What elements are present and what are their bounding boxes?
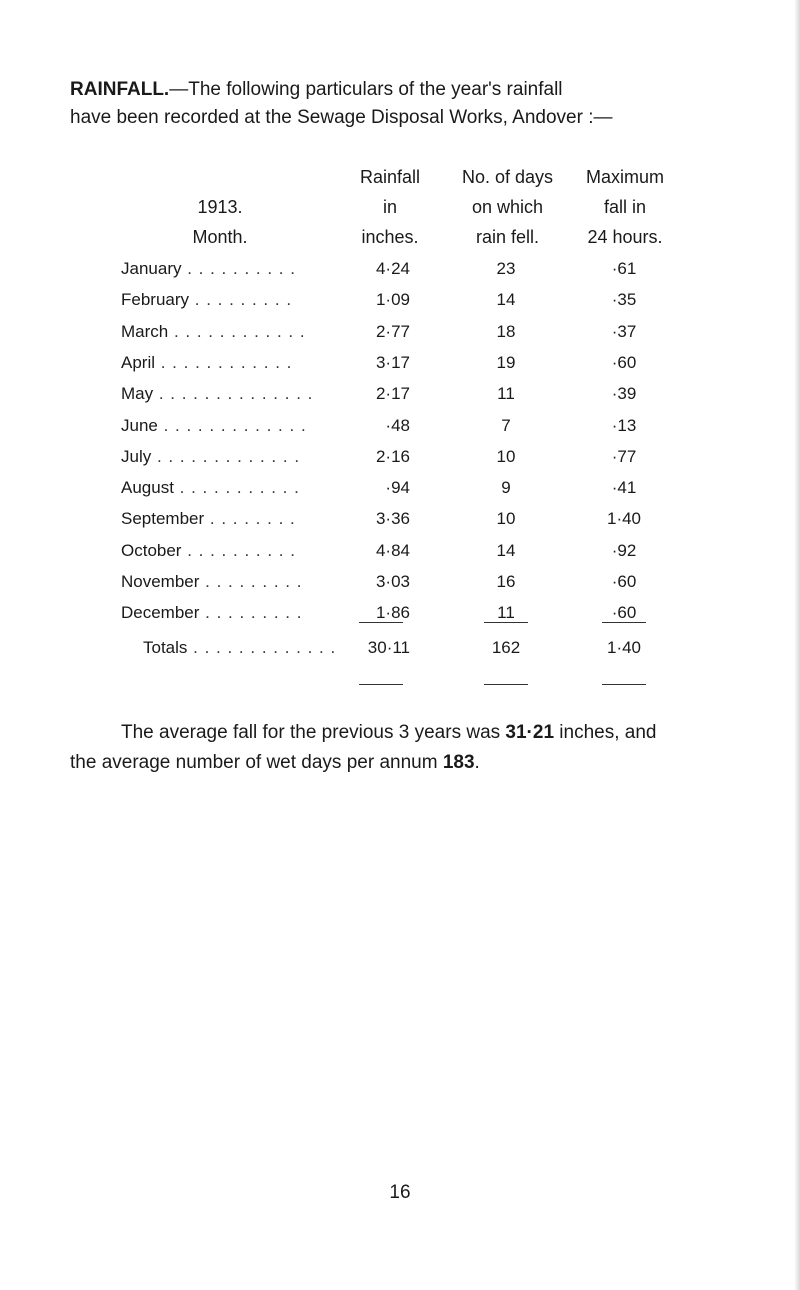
header-days [445,162,570,252]
month-label: October [121,540,182,560]
rule-above-rainfall-total [359,622,403,623]
totals-days: 162 [491,638,521,657]
leader-dots: . . . . . . . . . [199,572,303,591]
header-rainfall-1: Rainfall [359,167,421,187]
rule-above-days-total [484,622,528,623]
average-wet-days-value: 183 [442,752,475,773]
rule-below-max-total [602,684,646,685]
table-row [0,567,800,597]
rainfall-cell: 4·84 [375,540,410,560]
header-max-2: fall in [603,197,647,217]
header-month-label: Month. [192,227,248,247]
leader-dots: . . . . . . . . . [189,290,293,310]
rainfall-cell: 4·24 [375,259,410,278]
header-rainfall [330,162,450,252]
rainfall-cell: 1·09 [375,290,410,310]
rainfall-cell: 1·86 [375,603,410,623]
totals-label: Totals [143,638,188,657]
table-row [0,536,800,566]
max-fall-cell: ·41 [611,478,637,498]
totals-max: 1·40 [606,638,642,657]
summary-text-3: the average number of wet days per annum [70,752,443,773]
month-label: April [121,352,156,372]
table-row [0,254,800,284]
table-row [0,285,800,315]
intro-line-2: have been recorded at the Sewage Disposal Works, Andover :— [70,107,613,128]
rain-days-cell: 11 [497,384,515,404]
table-row [0,411,800,441]
leader-dots: . . . . . . . . . . [181,540,296,560]
table-row [0,473,800,503]
page-number: 16 [389,1182,411,1203]
leader-dots: . . . . . . . . . . . . . [157,415,307,435]
summary-text-1: The average fall for the previous 3 years was [121,722,506,743]
header-month [160,192,280,252]
rain-days-cell: 7 [501,415,511,435]
table-row [0,379,800,409]
header-rainfall-3: inches. [361,227,419,247]
header-month-year: 1913. [197,197,243,217]
max-fall-cell: ·61 [611,259,637,278]
summary-paragraph [70,718,730,778]
rain-days-cell: 14 [496,540,516,560]
rain-days-cell: 10 [496,509,516,529]
table-row [0,598,800,628]
rule-above-max-total [602,622,646,623]
average-fall-value: 31·21 [505,722,555,743]
month-label: November [121,572,200,591]
month-label: May [121,384,154,404]
rainfall-cell: 2·16 [375,446,410,466]
totals-rainfall: 30·11 [367,638,410,657]
max-fall-cell: ·39 [611,384,637,404]
leader-dots: . . . . . . . . . . [181,259,296,278]
max-fall-cell: ·60 [611,352,637,372]
rainfall-cell: 2·17 [375,384,410,404]
header-max-1: Maximum [585,167,664,187]
max-fall-cell: ·60 [611,572,637,591]
month-label: March [121,321,169,341]
table-row [0,348,800,378]
leader-dots: . . . . . . . . . . . . . . [153,384,314,404]
totals-row [0,633,800,663]
max-fall-cell: ·37 [611,321,637,341]
rain-days-cell: 19 [496,352,516,372]
table-row [0,504,800,534]
max-fall-cell: 1·40 [606,509,642,529]
intro-line-1: —The following particulars of the year's rainfall [169,79,563,100]
header-max-3: 24 hours. [587,227,663,247]
summary-text-2: inches, and [554,722,657,743]
rainfall-cell: 3·03 [375,572,410,591]
table-row [0,317,800,347]
leader-dots: . . . . . . . . . . . [173,478,300,498]
rain-days-cell: 10 [496,446,516,466]
header-max [565,162,685,252]
summary-text-4: . [474,752,480,773]
rain-days-cell: 9 [501,478,511,498]
page-edge-shadow [794,0,800,1290]
rule-below-rainfall-total [359,684,403,685]
max-fall-cell: ·35 [611,290,637,310]
month-label: August [121,478,174,498]
rainfall-cell: 3·36 [375,509,410,529]
max-fall-cell: ·60 [611,603,637,623]
rain-days-cell: 14 [496,290,516,310]
header-days-3: rain fell. [475,227,540,247]
month-label: June [121,415,158,435]
month-label: September [121,509,205,529]
section-heading: RAINFALL. [70,79,170,100]
rain-days-cell: 11 [497,603,515,623]
rule-below-days-total [484,684,528,685]
month-label: January [121,259,182,278]
leader-dots: . . . . . . . . . [199,603,303,623]
rainfall-cell: 3·17 [375,352,410,372]
max-fall-cell: ·77 [611,446,637,466]
rainfall-cell: ·94 [385,478,410,498]
header-days-2: on which [471,197,544,217]
month-label: December [121,603,200,623]
rainfall-cell: ·48 [385,415,410,435]
rain-days-cell: 23 [496,259,516,278]
leader-dots: . . . . . . . . . . . . [155,352,293,372]
leader-dots: . . . . . . . . . . . . . [151,446,301,466]
max-fall-cell: ·13 [611,415,637,435]
header-rainfall-2: in [382,197,397,217]
table-row [0,442,800,472]
intro-paragraph [70,76,730,132]
rain-days-cell: 16 [496,572,516,591]
header-days-1: No. of days [461,167,554,187]
leader-dots: . . . . . . . . [204,509,296,529]
month-label: July [121,446,152,466]
rainfall-cell: 2·77 [375,321,410,341]
leader-dots: . . . . . . . . . . . . . [187,638,337,657]
rain-days-cell: 18 [496,321,516,341]
max-fall-cell: ·92 [611,540,637,560]
leader-dots: . . . . . . . . . . . . [168,321,306,341]
month-label: February [121,290,190,310]
